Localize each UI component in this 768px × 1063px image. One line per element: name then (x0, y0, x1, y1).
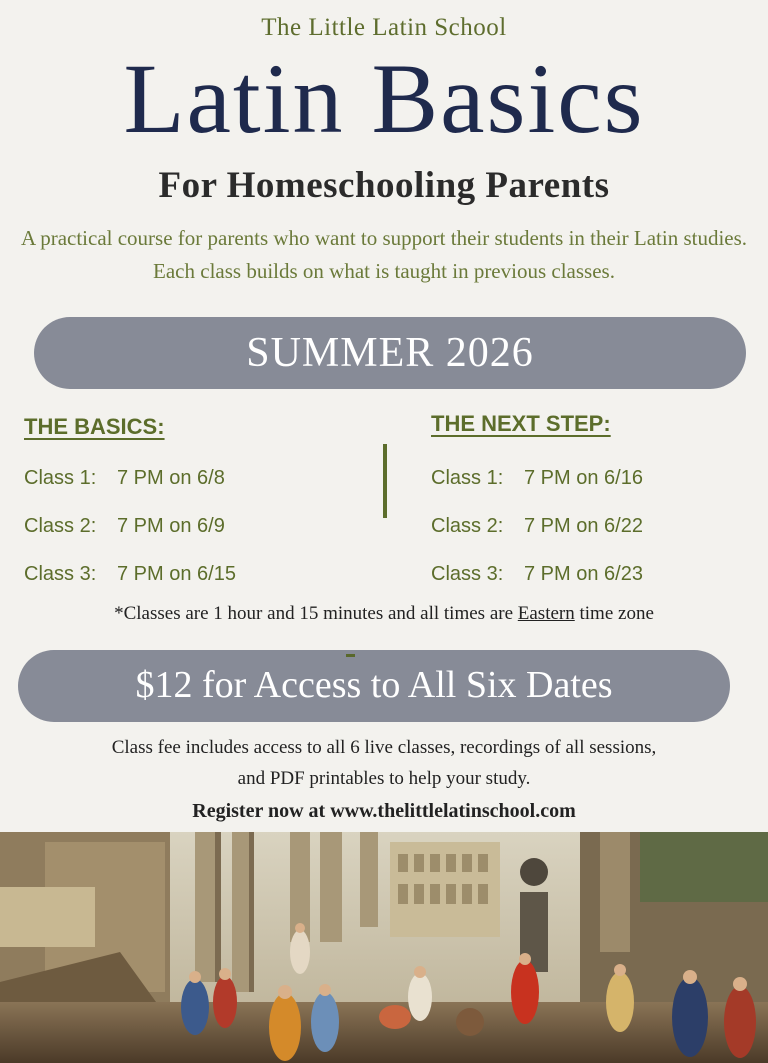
note-text-end: time zone (574, 603, 654, 624)
season-banner: SUMMER 2026 (34, 317, 746, 389)
register-link[interactable]: Register now at www.thelittlelatinschool.com (192, 800, 576, 822)
course-title: Latin Basics (123, 43, 645, 154)
roman-ruins-painting (0, 832, 768, 1063)
next-class-1 (431, 467, 643, 490)
fee-line-2: and PDF printables to help your study. (237, 768, 531, 789)
class-label: Class 2: (24, 515, 97, 537)
class-label: Class 3: (431, 563, 504, 585)
class-time: 7 PM on 6/8 (117, 467, 225, 489)
fee-line-1: Class fee includes access to all 6 live classes, recordings of all sessions, (111, 737, 657, 758)
course-description: A practical course for parents who want to support their students in their Latin studies. Each class builds on what is taught in previous classes. (20, 226, 748, 283)
class-label: Class 1: (24, 467, 97, 489)
class-label: Class 1: (431, 467, 504, 489)
note-text: *Classes are 1 hour and 15 minutes and all times are (114, 603, 518, 624)
school-name: The Little Latin School (261, 14, 507, 41)
painting-illustration (0, 832, 768, 1063)
class-time: 7 PM on 6/15 (117, 563, 236, 585)
next-class-2 (431, 515, 643, 538)
price-banner: $12 for Access to All Six Dates (18, 650, 730, 722)
fee-description (40, 732, 728, 794)
timezone-text: Eastern (517, 603, 575, 624)
price-divider-mark (346, 654, 355, 657)
basics-class-2 (24, 515, 225, 538)
class-time: 7 PM on 6/23 (524, 563, 643, 585)
class-time: 7 PM on 6/16 (524, 467, 643, 489)
basics-heading: THE BASICS: (24, 414, 165, 439)
column-divider (383, 444, 387, 518)
next-step-heading: THE NEXT STEP: (431, 411, 611, 436)
class-time: 7 PM on 6/9 (117, 515, 225, 537)
next-class-3 (431, 563, 643, 586)
duration-note (0, 603, 768, 625)
basics-class-1 (24, 467, 225, 490)
class-time: 7 PM on 6/22 (524, 515, 643, 537)
course-subtitle: For Homeschooling Parents (158, 165, 610, 206)
class-label: Class 3: (24, 563, 97, 585)
class-label: Class 2: (431, 515, 504, 537)
basics-class-3 (24, 563, 236, 586)
